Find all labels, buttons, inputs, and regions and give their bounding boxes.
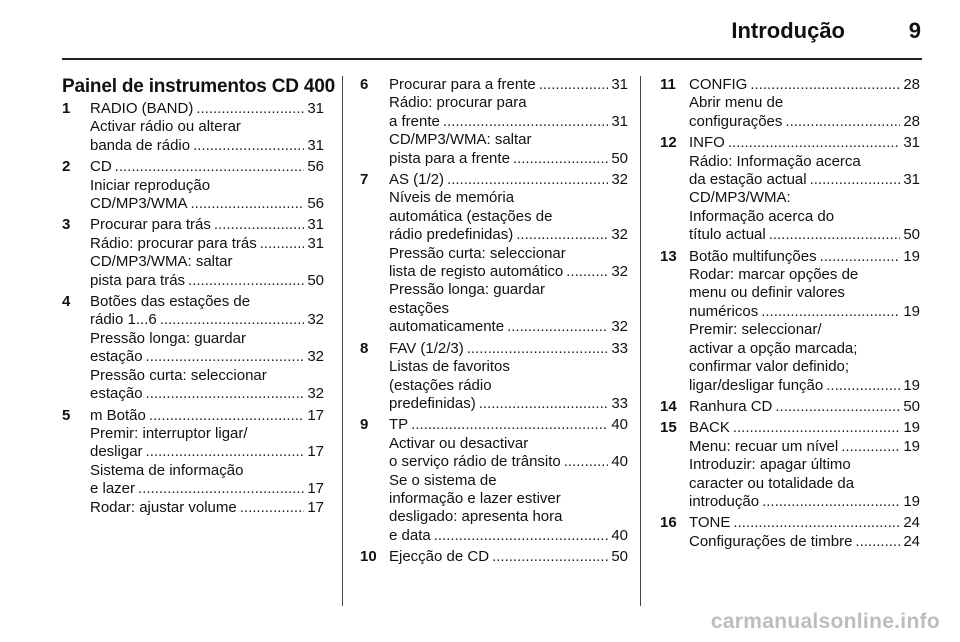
- entry-text: CD/MP3/WMA: saltar: [90, 253, 233, 271]
- entry-text: Rodar: marcar opções de: [689, 266, 859, 284]
- entry-number: 10: [360, 548, 377, 566]
- leader-dots: [240, 499, 305, 517]
- leader-dots: [434, 527, 609, 545]
- index-column-3: [660, 76, 920, 554]
- entry-line: [90, 367, 324, 385]
- leader-dots: [467, 340, 609, 358]
- leader-dots: [516, 226, 608, 244]
- entry-text: Rádio: procurar para: [389, 94, 527, 112]
- leader-dots: [564, 453, 609, 471]
- page-ref[interactable]: 32: [611, 171, 628, 189]
- page-ref[interactable]: 32: [611, 226, 628, 244]
- entry-line: [689, 226, 920, 244]
- leader-dots: [149, 407, 304, 425]
- entry-line: [689, 419, 920, 437]
- entry-text: CD/MP3/WMA:: [689, 189, 791, 207]
- leader-dots: [733, 419, 900, 437]
- entry-text: estação: [90, 385, 143, 403]
- entry-line: [689, 113, 920, 131]
- entry-text: m Botão: [90, 406, 146, 424]
- entry-text: introdução: [689, 492, 760, 510]
- entry-text: e data: [389, 526, 431, 544]
- entry-number: 12: [660, 134, 677, 152]
- entry-text: pista para a frente: [389, 149, 510, 167]
- leader-dots: [214, 216, 304, 234]
- index-entry: [360, 416, 628, 545]
- entry-number: 16: [660, 514, 677, 532]
- page-ref[interactable]: 31: [307, 136, 324, 154]
- entry-line: [689, 475, 920, 493]
- entry-line: [90, 158, 324, 176]
- leader-dots: [146, 385, 305, 403]
- entry-line: [389, 340, 628, 358]
- page-ref[interactable]: 19: [903, 419, 920, 437]
- entry-line: [90, 499, 324, 517]
- entry-text: CD/MP3/WMA: saltar: [389, 131, 532, 149]
- entry-line: [389, 150, 628, 168]
- entry-line: [90, 100, 324, 118]
- entry-line: [90, 235, 324, 253]
- page-ref[interactable]: 31: [903, 171, 920, 189]
- entry-text: pista para trás: [90, 271, 186, 289]
- entry-text: lista de registo automático: [389, 263, 564, 281]
- entry-line: [389, 490, 628, 508]
- entry-number: 9: [360, 416, 369, 434]
- watermark: carmanualsonline.info: [710, 610, 940, 633]
- page-ref[interactable]: 19: [903, 302, 920, 320]
- page-ref[interactable]: 31: [903, 134, 920, 152]
- entry-line: [689, 134, 920, 152]
- entry-text: BACK: [689, 419, 730, 437]
- leader-dots: [146, 443, 305, 461]
- leader-dots: [193, 137, 304, 155]
- leader-dots: [855, 533, 900, 551]
- leader-dots: [447, 171, 608, 189]
- page-ref[interactable]: 50: [307, 271, 324, 289]
- leader-dots: [762, 493, 900, 511]
- index-column-1: [62, 100, 324, 520]
- index-entry: [660, 419, 920, 511]
- entry-text: FAV (1/2/3): [389, 339, 464, 357]
- leader-dots: [820, 248, 901, 266]
- entry-text: informação e lazer estiver: [389, 489, 561, 507]
- entry-line: [689, 153, 920, 171]
- index-entry: [360, 171, 628, 337]
- entry-line: [90, 425, 324, 443]
- page-ref[interactable]: 28: [903, 76, 920, 93]
- entry-line: [689, 456, 920, 474]
- entry-text: Introduzir: apagar último: [689, 456, 851, 474]
- entry-text: desligar: [90, 443, 143, 461]
- entry-line: [90, 195, 324, 213]
- entry-text: Pressão curta: seleccionar: [90, 366, 267, 384]
- entry-line: [90, 407, 324, 425]
- index-entry: [360, 340, 628, 414]
- entry-number: 2: [62, 158, 71, 176]
- entry-text: Rodar: ajustar volume: [90, 498, 237, 516]
- entry-text: Ejecção de CD: [389, 548, 490, 566]
- page-ref[interactable]: 50: [611, 548, 628, 566]
- entry-text: e lazer: [90, 480, 136, 498]
- entry-line: [90, 443, 324, 461]
- leader-dots: [785, 113, 900, 131]
- entry-line: [689, 438, 920, 456]
- entry-number: 3: [62, 216, 71, 234]
- leader-dots: [775, 398, 900, 416]
- entry-text: CONFIG: [689, 76, 748, 93]
- leader-dots: [539, 76, 609, 94]
- entry-text: caracter ou totalidade da: [689, 474, 855, 492]
- entry-line: [90, 348, 324, 366]
- entry-line: [389, 435, 628, 453]
- entry-line: [389, 377, 628, 395]
- entry-text: numéricos: [689, 302, 759, 320]
- entry-text: Premir: interruptor ligar/: [90, 424, 248, 442]
- index-entry: [62, 216, 324, 290]
- entry-text: Pressão longa: guardar: [90, 329, 246, 347]
- entry-text: predefinidas): [389, 394, 476, 412]
- leader-dots: [411, 416, 608, 434]
- entry-line: [389, 358, 628, 376]
- entry-line: [689, 377, 920, 395]
- entry-line: [389, 245, 628, 263]
- entry-line: [90, 462, 324, 480]
- page-ref[interactable]: 19: [903, 492, 920, 510]
- entry-text: Pressão longa: guardar: [389, 281, 545, 299]
- index-entry: [660, 514, 920, 551]
- page-header-title: Introdução: [731, 18, 845, 43]
- entry-line: [389, 94, 628, 112]
- entry-text: automaticamente: [389, 318, 505, 336]
- page-ref[interactable]: 28: [903, 112, 920, 130]
- page-ref[interactable]: 32: [307, 311, 324, 329]
- entry-number: 13: [660, 247, 677, 265]
- entry-text: banda de rádio: [90, 136, 191, 154]
- entry-text: Se o sistema de: [389, 471, 497, 489]
- entry-line: [689, 76, 920, 94]
- index-entry: [360, 76, 628, 168]
- entry-text: TP: [389, 416, 409, 434]
- entry-line: [689, 493, 920, 511]
- page-ref[interactable]: 17: [307, 406, 324, 424]
- entry-line: [389, 416, 628, 434]
- index-entry: [660, 134, 920, 244]
- entry-text: Activar ou desactivar: [389, 434, 529, 452]
- entry-text: rádio predefinidas): [389, 226, 514, 244]
- page-ref[interactable]: 50: [903, 226, 920, 244]
- entry-line: [389, 131, 628, 149]
- entry-line: [689, 340, 920, 358]
- entry-number: 1: [62, 100, 71, 117]
- entry-line: [90, 216, 324, 234]
- page-number: 9: [908, 18, 921, 43]
- entry-line: [389, 263, 628, 281]
- page-ref[interactable]: 19: [903, 376, 920, 394]
- entry-number: 6: [360, 76, 369, 93]
- entry-line: [90, 311, 324, 329]
- index-entry: [62, 293, 324, 403]
- entry-line: [389, 508, 628, 526]
- entry-text: ligar/desligar função: [689, 376, 824, 394]
- entry-line: [689, 248, 920, 266]
- entry-text: CD: [90, 158, 112, 176]
- entry-text: Informação acerca do: [689, 207, 835, 225]
- page-ref[interactable]: 31: [307, 100, 324, 117]
- entry-line: [389, 208, 628, 226]
- page-ref[interactable]: 31: [611, 112, 628, 130]
- index-entry: [660, 76, 920, 131]
- index-column-2: [360, 76, 628, 570]
- entry-text: Rádio: procurar para trás: [90, 234, 257, 252]
- page-ref[interactable]: 32: [307, 348, 324, 366]
- entry-text: menu ou definir valores: [689, 284, 845, 302]
- entry-line: [689, 266, 920, 284]
- entry-text: CD/MP3/WMA: [90, 195, 188, 213]
- entry-line: [689, 284, 920, 302]
- entry-number: 4: [62, 293, 71, 311]
- page-ref[interactable]: 31: [307, 234, 324, 252]
- index-entry: [62, 407, 324, 517]
- leader-dots: [146, 348, 305, 366]
- leader-dots: [138, 480, 304, 498]
- index-entry: [660, 398, 920, 416]
- entry-number: 14: [660, 397, 677, 415]
- page-ref[interactable]: 50: [903, 397, 920, 415]
- leader-dots: [191, 195, 305, 213]
- entry-text: Menu: recuar um nível: [689, 437, 839, 455]
- leader-dots: [841, 438, 900, 456]
- entry-line: [689, 398, 920, 416]
- entry-line: [90, 118, 324, 136]
- entry-line: [389, 76, 628, 94]
- page-ref[interactable]: 40: [611, 453, 628, 471]
- leader-dots: [443, 113, 608, 131]
- entry-text: INFO: [689, 134, 725, 152]
- entry-text: Abrir menu de: [689, 94, 784, 112]
- entry-text: Botões das estações de: [90, 293, 251, 311]
- page-ref[interactable]: 32: [307, 385, 324, 403]
- entry-line: [689, 189, 920, 207]
- entry-line: [689, 208, 920, 226]
- page-ref[interactable]: 24: [903, 532, 920, 550]
- entry-number: 15: [660, 419, 677, 437]
- entry-line: [389, 300, 628, 318]
- page-ref[interactable]: 33: [611, 339, 628, 357]
- entry-line: [689, 321, 920, 339]
- entry-line: [90, 177, 324, 195]
- entry-text: configurações: [689, 112, 783, 130]
- entry-line: [689, 358, 920, 376]
- entry-line: [90, 272, 324, 290]
- entry-text: AS (1/2): [389, 171, 445, 189]
- leader-dots: [507, 318, 608, 336]
- leader-dots: [188, 272, 304, 290]
- entry-text: Pressão curta: seleccionar: [389, 244, 566, 262]
- entry-text: da estação actual: [689, 171, 807, 189]
- leader-dots: [479, 395, 609, 413]
- leader-dots: [115, 158, 305, 176]
- page-ref[interactable]: 56: [307, 195, 324, 213]
- entry-text: Procurar para a frente: [389, 76, 536, 93]
- entry-text: Activar rádio ou alterar: [90, 118, 241, 136]
- entry-text: Níveis de memória: [389, 189, 515, 207]
- leader-dots: [566, 263, 608, 281]
- page-ref[interactable]: 17: [307, 443, 324, 461]
- entry-text: automática (estações de: [389, 207, 553, 225]
- leader-dots: [728, 134, 900, 152]
- entry-text: rádio 1...6: [90, 311, 157, 329]
- leader-dots: [513, 150, 608, 168]
- entry-text: a frente: [389, 112, 440, 130]
- page-ref[interactable]: 56: [307, 158, 324, 176]
- entry-text: Rádio: Informação acerca: [689, 152, 861, 170]
- entry-line: [389, 226, 628, 244]
- page-ref[interactable]: 32: [611, 318, 628, 336]
- page-ref[interactable]: 19: [903, 437, 920, 455]
- entry-line: [389, 318, 628, 336]
- entry-line: [389, 548, 628, 566]
- page-ref[interactable]: 40: [611, 416, 628, 434]
- entry-line: [389, 113, 628, 131]
- column-divider-2: [640, 76, 641, 606]
- entry-text: Premir: seleccionar/: [689, 321, 822, 339]
- entry-text: RADIO (BAND): [90, 100, 194, 117]
- entry-line: [689, 94, 920, 112]
- entry-text: TONE: [689, 514, 731, 532]
- index-entry: [62, 158, 324, 213]
- entry-text: estação: [90, 348, 143, 366]
- index-entry: [660, 248, 920, 395]
- entry-text: estações: [389, 299, 450, 317]
- entry-line: [90, 330, 324, 348]
- entry-line: [90, 253, 324, 271]
- entry-text: Ranhura CD: [689, 397, 773, 415]
- entry-text: Configurações de timbre: [689, 532, 853, 550]
- entry-line: [389, 281, 628, 299]
- page-ref[interactable]: 17: [307, 480, 324, 498]
- index-entry: [360, 548, 628, 566]
- entry-text: Iniciar reprodução: [90, 176, 211, 194]
- leader-dots: [810, 171, 901, 189]
- entry-text: confirmar valor definido;: [689, 358, 850, 376]
- entry-text: título actual: [689, 226, 766, 244]
- entry-line: [389, 189, 628, 207]
- leader-dots: [733, 514, 900, 532]
- leader-dots: [160, 311, 305, 329]
- leader-dots: [260, 235, 305, 253]
- leader-dots: [769, 226, 901, 244]
- page-ref[interactable]: 19: [903, 247, 920, 265]
- entry-text: o serviço rádio de trânsito: [389, 453, 561, 471]
- entry-text: Procurar para trás: [90, 216, 211, 234]
- page-ref[interactable]: 40: [611, 526, 628, 544]
- entry-line: [389, 171, 628, 189]
- column-divider-1: [342, 76, 343, 606]
- entry-text: Listas de favoritos: [389, 358, 510, 376]
- entry-text: (estações rádio: [389, 376, 492, 394]
- page-ref[interactable]: 50: [611, 149, 628, 167]
- entry-line: [90, 137, 324, 155]
- page-ref[interactable]: 31: [307, 216, 324, 234]
- entry-line: [689, 514, 920, 532]
- page-ref[interactable]: 33: [611, 394, 628, 412]
- entry-text: activar a opção marcada;: [689, 339, 858, 357]
- entry-text: desligado: apresenta hora: [389, 508, 563, 526]
- leader-dots: [196, 100, 304, 118]
- leader-dots: [826, 377, 900, 395]
- page-ref[interactable]: 24: [903, 514, 920, 532]
- entry-line: [389, 527, 628, 545]
- page-ref[interactable]: 31: [611, 76, 628, 93]
- entry-text: Botão multifunções: [689, 247, 817, 265]
- entry-number: 11: [660, 76, 676, 93]
- page-ref[interactable]: 32: [611, 263, 628, 281]
- entry-line: [689, 533, 920, 551]
- entry-line: [389, 453, 628, 471]
- entry-number: 7: [360, 171, 369, 189]
- entry-line: [389, 472, 628, 490]
- leader-dots: [492, 548, 608, 566]
- entry-number: 8: [360, 339, 369, 357]
- entry-line: [90, 480, 324, 498]
- leader-dots: [761, 303, 900, 321]
- entry-line: [90, 293, 324, 311]
- page-ref[interactable]: 17: [307, 498, 324, 516]
- entry-number: 5: [62, 406, 71, 424]
- entry-line: [689, 303, 920, 321]
- entry-line: [689, 171, 920, 189]
- leader-dots: [750, 76, 900, 94]
- index-entry: [62, 100, 324, 155]
- header-rule: [62, 58, 922, 60]
- entry-line: [90, 385, 324, 403]
- entry-text: Sistema de informação: [90, 461, 244, 479]
- entry-line: [389, 395, 628, 413]
- section-title: Painel de instrumentos CD 400: [62, 76, 335, 97]
